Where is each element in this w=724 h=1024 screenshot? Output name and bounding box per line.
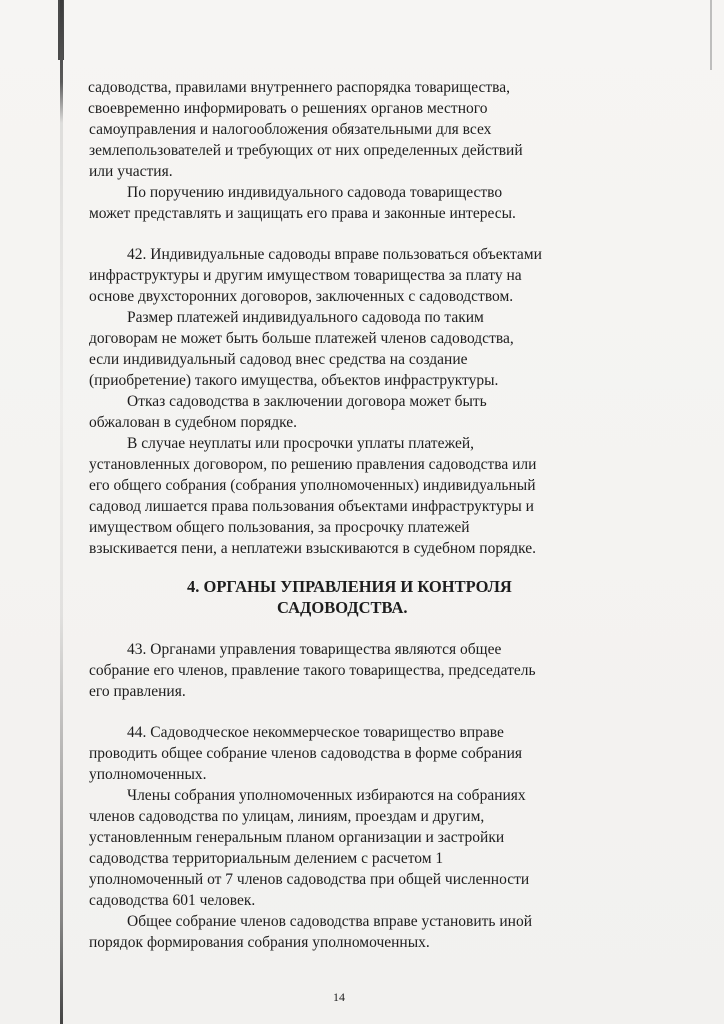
- text-line: уполномоченных.: [89, 766, 207, 783]
- text-line: установленных договором, по решению правления садоводства или: [89, 456, 537, 473]
- text-line: Общее собрание членов садоводства вправе установить иной: [127, 913, 533, 930]
- text-line: порядок формирования собрания уполномоченных.: [89, 934, 430, 951]
- scan-shadow-left: [60, 0, 63, 1024]
- section-heading: 4. ОРГАНЫ УПРАВЛЕНИЯ И КОНТРОЛЯ: [187, 577, 512, 596]
- text-line: уполномоченный от 7 членов садоводства при общей численности: [89, 871, 530, 888]
- section-heading: САДОВОДСТВА.: [277, 598, 408, 617]
- text-line: членов садоводства по улицам, линиям, проездам и другим,: [89, 808, 485, 825]
- scan-shadow-right: [710, 0, 712, 70]
- text-line: обжалован в судебном порядке.: [89, 414, 298, 431]
- text-line: Размер платежей индивидуального садовода по таким: [127, 309, 484, 326]
- text-line: договорам не может быть больше платежей членов садоводства,: [89, 330, 514, 347]
- text-line: 42. Индивидуальные садоводы вправе пользоваться объектами: [127, 246, 542, 263]
- text-line: установленным генеральным планом организации и застройки: [89, 829, 505, 846]
- text-line: своевременно информировать о решениях органов местного: [88, 100, 488, 117]
- text-line: основе двухсторонних договоров, заключенных с садоводством.: [89, 288, 514, 305]
- text-line: самоуправления и налогообложения обязательными для всех: [89, 121, 492, 138]
- text-line: может представлять и защищать его права и законные интересы.: [89, 205, 516, 222]
- text-line: его общего собрания (собрания уполномоченных) индивидуальный: [89, 477, 536, 494]
- page-number: 14: [333, 990, 345, 1004]
- text-line: или участия.: [89, 163, 173, 180]
- text-line: садовод лишается права пользования объектами инфраструктуры и: [89, 498, 534, 515]
- text-line: взыскивается пени, а неплатежи взыскиваются в судебном порядке.: [89, 540, 536, 557]
- text-line: 44. Садоводческое некоммерческое товарищество вправе: [127, 724, 504, 741]
- text-line: Отказ садоводства в заключении договора может быть: [127, 393, 487, 410]
- text-line: 43. Органами управления товарищества являются общее: [127, 641, 502, 658]
- text-line: В случае неуплаты или просрочки уплаты платежей,: [127, 435, 475, 452]
- text-line: Члены собрания уполномоченных избираются на собраниях: [127, 787, 526, 804]
- text-line: проводить общее собрание членов садоводства в форме собрания: [89, 745, 522, 762]
- text-line: землепользователей и требующих от них определенных действий: [89, 142, 523, 159]
- text-line: садоводства 601 человек.: [89, 892, 256, 909]
- text-line: (приобретение) такого имущества, объектов инфраструктуры.: [89, 372, 499, 389]
- text-line: По поручению индивидуального садовода товарищество: [127, 184, 503, 201]
- text-line: садоводства территориальным делением с расчетом 1: [89, 850, 444, 867]
- text-line: садоводства, правилами внутреннего распорядка товарищества,: [88, 79, 510, 96]
- text-line: его правления.: [89, 683, 186, 700]
- text-line: имуществом общего пользования, за просрочку платежей: [89, 519, 470, 536]
- text-line: если индивидуальный садовод внес средства на создание: [89, 351, 468, 368]
- text-line: инфраструктуры и другим имуществом товарищества за плату на: [89, 267, 522, 284]
- text-line: собрание его членов, правление такого товарищества, председатель: [89, 662, 536, 679]
